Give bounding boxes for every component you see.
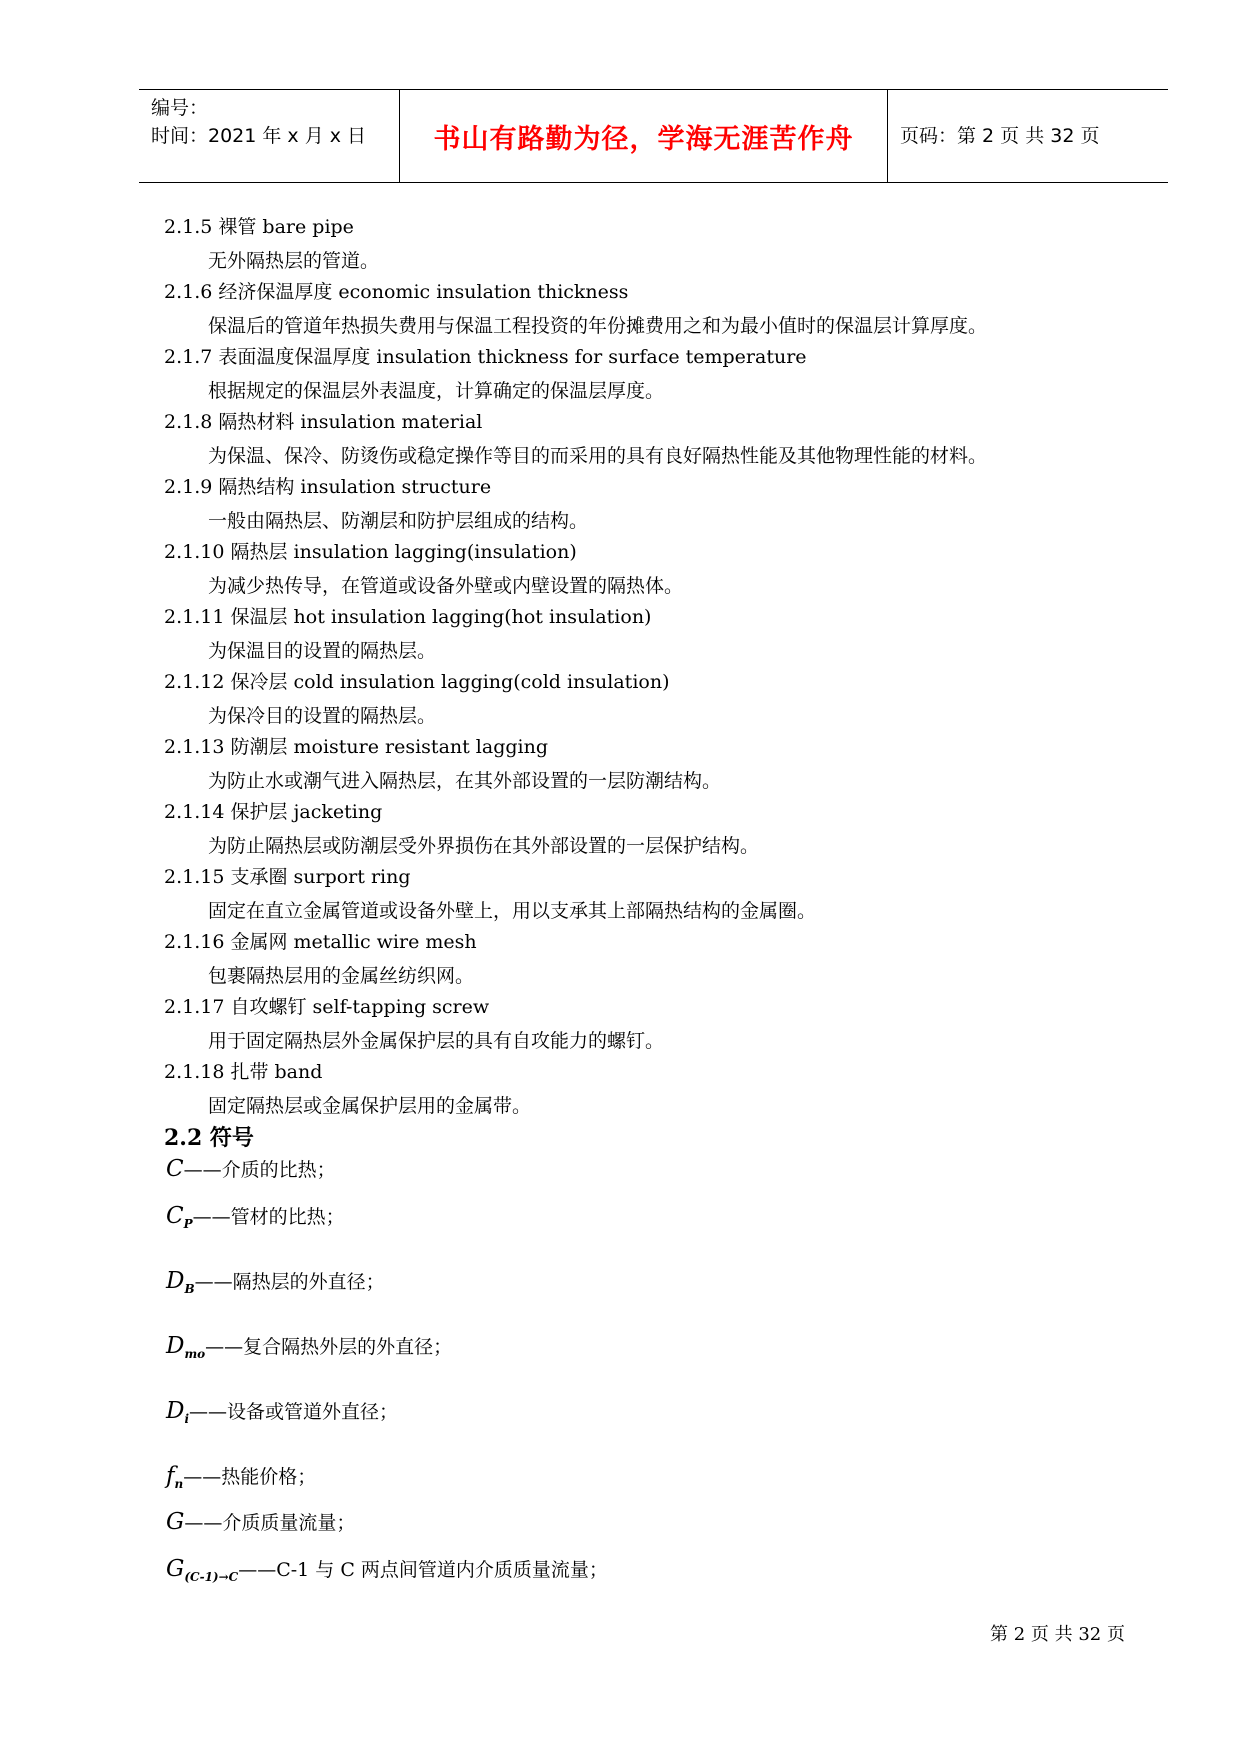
- term-heading: 2.1.7 表面温度保温厚度 insulation thickness for surface temperature: [164, 346, 807, 368]
- term-definition: 一般由隔热层、防潮层和防护层组成的结构。: [208, 510, 589, 532]
- term-definition: 为保温、保冷、防烫伤或稳定操作等目的而采用的具有良好隔热性能及其他物理性能的材料。: [208, 445, 988, 467]
- symbol-entry: [166, 1508, 355, 1537]
- symbol-subscript: (C-1)→C: [184, 1569, 239, 1584]
- header-motto-cell: [400, 90, 888, 182]
- document-number-label: 编号：: [151, 97, 209, 119]
- symbol-entry: [166, 1397, 398, 1433]
- symbol-description: ——热能价格；: [183, 1466, 317, 1488]
- term-heading: 2.1.14 保护层 jacketing: [164, 801, 383, 823]
- symbol-entry: [166, 1267, 385, 1303]
- header-page-cell: [888, 90, 1168, 182]
- symbol-description: ——管材的比热；: [192, 1206, 345, 1228]
- term-definition: 为防止水或潮气进入隔热层，在其外部设置的一层防潮结构。: [208, 770, 722, 792]
- term-heading: 2.1.18 扎带 band: [164, 1061, 323, 1083]
- symbol-subscript: i: [184, 1411, 190, 1426]
- symbol-entry: [166, 1332, 452, 1368]
- term-heading: 2.1.13 防潮层 moisture resistant lagging: [164, 736, 549, 758]
- term-definition: 根据规定的保温层外表温度，计算确定的保温层厚度。: [208, 380, 665, 402]
- term-heading: 2.1.10 隔热层 insulation lagging(insulation): [164, 541, 577, 563]
- symbol-variable: G: [166, 1556, 185, 1582]
- symbol-description: ——介质的比热；: [183, 1159, 336, 1181]
- symbol-variable: f: [166, 1463, 175, 1489]
- term-heading: 2.1.15 支承圈 surport ring: [164, 866, 411, 888]
- term-definition: 为防止隔热层或防潮层受外界损伤在其外部设置的一层保护结构。: [208, 835, 760, 857]
- symbol-variable: G: [166, 1509, 185, 1535]
- term-definition: 用于固定隔热层外金属保护层的具有自攻能力的螺钉。: [208, 1030, 665, 1052]
- symbol-description: ——设备或管道外直径；: [189, 1401, 399, 1423]
- term-definition: 包裹隔热层用的金属丝纺织网。: [208, 965, 475, 987]
- symbol-description: ——介质质量流量；: [184, 1512, 356, 1534]
- term-definition: 无外隔热层的管道。: [208, 250, 380, 272]
- symbol-variable: D: [166, 1398, 185, 1424]
- symbol-subscript: B: [184, 1281, 195, 1296]
- term-definition: 为保冷目的设置的隔热层。: [208, 705, 437, 727]
- header-meta-cell: [139, 90, 400, 182]
- symbol-description: ——复合隔热外层的外直径；: [205, 1336, 453, 1358]
- term-definition: 为减少热传导，在管道或设备外壁或内壁设置的隔热体。: [208, 575, 684, 597]
- term-heading: 2.1.17 自攻螺钉 self-tapping screw: [164, 996, 490, 1018]
- symbol-variable: C: [166, 1203, 184, 1229]
- symbol-entry: [166, 1462, 316, 1498]
- symbol-variable: D: [166, 1333, 185, 1359]
- section-title: 2.2 符号: [164, 1125, 254, 1151]
- term-heading: 2.1.11 保温层 hot insulation lagging(hot insulation): [164, 606, 652, 628]
- symbol-subscript: n: [174, 1476, 184, 1491]
- term-definition: 固定在直立金属管道或设备外壁上，用以支承其上部隔热结构的金属圈。: [208, 900, 817, 922]
- symbol-entry: [166, 1555, 608, 1591]
- symbol-subscript: P: [183, 1216, 193, 1231]
- term-heading: 2.1.9 隔热结构 insulation structure: [164, 476, 492, 498]
- term-definition: 固定隔热层或金属保护层用的金属带。: [208, 1095, 532, 1117]
- term-heading: 2.1.6 经济保温厚度 economic insulation thickness: [164, 281, 629, 303]
- symbol-subscript: mo: [184, 1346, 206, 1361]
- term-heading: 2.1.8 隔热材料 insulation material: [164, 411, 483, 433]
- symbol-entry: [166, 1155, 336, 1184]
- symbol-variable: C: [166, 1156, 184, 1182]
- term-definition: 保温后的管道年热损失费用与保温工程投资的年份摊费用之和为最小值时的保温层计算厚度。: [208, 315, 988, 337]
- symbol-variable: D: [166, 1268, 185, 1294]
- term-heading: 2.1.16 金属网 metallic wire mesh: [164, 931, 477, 953]
- header-page-label: 页码：第 2 页 共 32 页: [900, 125, 1100, 147]
- document-time-label: 时间：2021 年 x 月 x 日: [151, 125, 367, 147]
- term-definition: 为保温目的设置的隔热层。: [208, 640, 437, 662]
- page-header: [139, 89, 1168, 183]
- term-heading: 2.1.5 裸管 bare pipe: [164, 216, 354, 238]
- term-heading: 2.1.12 保冷层 cold insulation lagging(cold insulation): [164, 671, 670, 693]
- header-motto: 书山有路勤为径，学海无涯苦作舟: [433, 123, 854, 155]
- symbol-description: ——C-1 与 C 两点间管道内介质质量流量；: [238, 1559, 608, 1581]
- page-footer: 第 2 页 共 32 页: [990, 1624, 1125, 1645]
- symbol-description: ——隔热层的外直径；: [194, 1271, 385, 1293]
- symbol-entry: [166, 1202, 345, 1238]
